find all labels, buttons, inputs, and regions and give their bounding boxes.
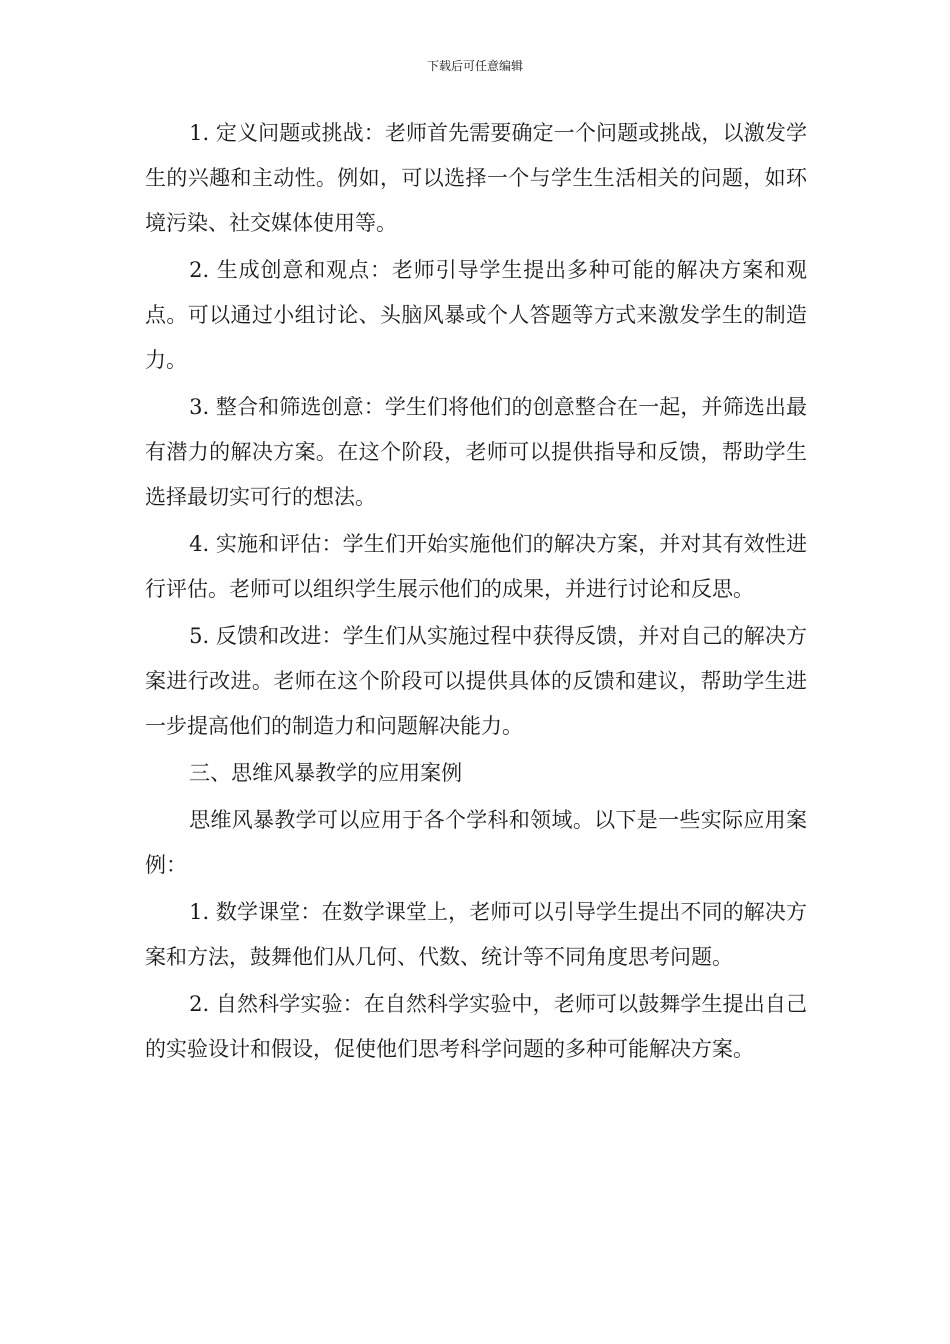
- section-intro: 思维风暴教学可以应用于各个学科和领域。以下是一些实际应用案例：: [145, 808, 807, 877]
- section-heading: 三、思维风暴教学的应用案例: [189, 761, 463, 785]
- document-body: [145, 111, 807, 1072]
- case-paragraph-1: 1. 数学课堂：在数学课堂上，老师可以引导学生提出不同的解决方案和方法，鼓舞他们从几何、代数、统计等不同角度思考问题。: [145, 900, 807, 969]
- step-paragraph-2: 2. 生成创意和观点：老师引导学生提出多种可能的解决方案和观点。可以通过小组讨论、头脑风暴或个人答题等方式来激发学生的制造力。: [145, 258, 807, 372]
- step-paragraph-5: 5. 反馈和改进：学生们从实施过程中获得反馈，并对自己的解决方案进行改进。老师在这个阶段可以提供具体的反馈和建议，帮助学生进一步提高他们的制造力和问题解决能力。: [145, 624, 807, 738]
- case-paragraph-2: 2. 自然科学实验：在自然科学实验中，老师可以鼓舞学生提出自己的实验设计和假设，促使他们思考科学问题的多种可能解决方案。: [145, 992, 807, 1061]
- step-paragraph-1: 1. 定义问题或挑战：老师首先需要确定一个问题或挑战，以激发学生的兴趣和主动性。例如，可以选择一个与学生生活相关的问题，如环境污染、社交媒体使用等。: [145, 121, 807, 235]
- page-header: 下载后可任意编辑: [426, 59, 523, 73]
- step-paragraph-4: 4. 实施和评估：学生们开始实施他们的解决方案，并对其有效性进行评估。老师可以组织学生展示他们的成果，并进行讨论和反思。: [145, 532, 807, 601]
- step-paragraph-3: 3. 整合和筛选创意：学生们将他们的创意整合在一起，并筛选出最有潜力的解决方案。在这个阶段，老师可以提供指导和反馈，帮助学生选择最切实可行的想法。: [145, 395, 807, 509]
